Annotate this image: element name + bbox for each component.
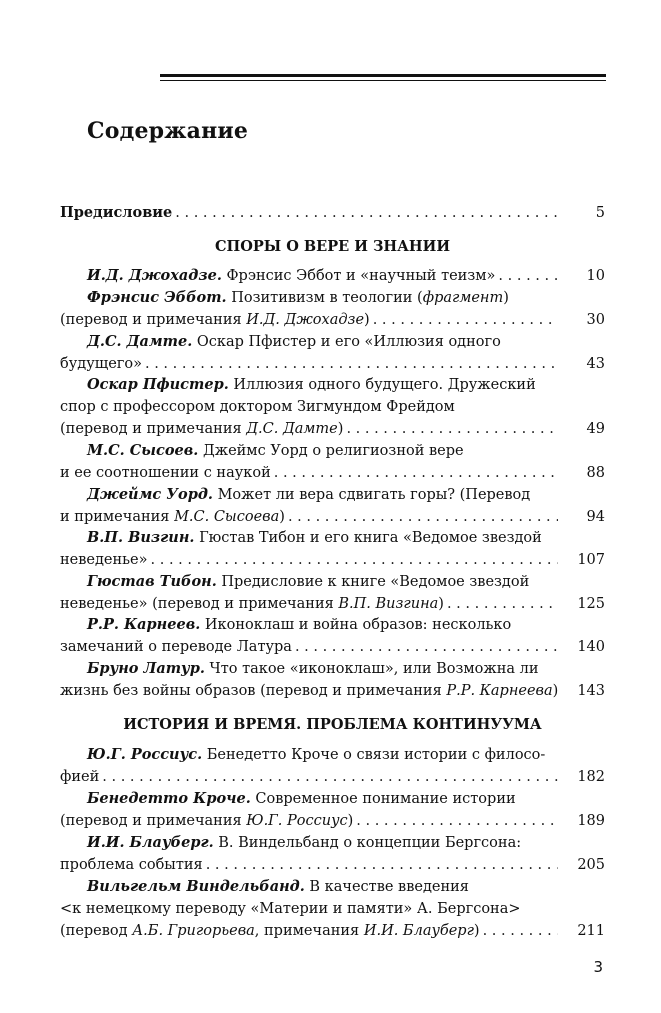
toc-entry-line2: спор с профессором доктором Зигмундом Фрейдом xyxy=(60,399,455,415)
toc-entry[interactable]: фией . . . 182 xyxy=(60,766,605,788)
toc-page-number: 107 xyxy=(577,552,605,568)
toc-entry-line1: Р.Р. Карнеев. Иконоклаш и война образов: несколько xyxy=(87,616,512,633)
toc-entry-line1: Джеймс Уорд. Может ли вера сдвигать горы? (Перевод xyxy=(87,486,531,503)
page-title: Содержание xyxy=(87,118,249,144)
toc-entry-line1: М.С. Сысоев. Джеймс Уорд о религиозной вере xyxy=(87,442,464,459)
toc-entry-line1: Фрэнсис Эббот. Позитивизм в теологии (фрагмент) xyxy=(87,289,509,306)
toc-page-number: 125 xyxy=(577,596,605,612)
toc-page-number: 140 xyxy=(577,639,605,655)
page-number: 3 xyxy=(593,958,603,976)
toc-author: Оскар Пфистер. xyxy=(87,376,229,393)
toc-page-number: 182 xyxy=(577,769,605,785)
toc-entry[interactable]: И.Д. Джохадзе. Фрэнсис Эббот и «научный теизм» . . . 10 xyxy=(60,265,605,287)
toc-author: Ю.Г. Россиус. xyxy=(87,746,203,763)
toc-entry[interactable]: жизнь без войны образов (перевод и примечания Р.Р. Карнеева) 143 xyxy=(60,680,605,702)
toc-entry-line1: Вильгельм Виндельбанд. В качестве введения xyxy=(87,878,469,895)
toc-entry-line1: Ю.Г. Россиус. Бенедетто Кроче о связи истории с филосо- xyxy=(87,746,546,763)
toc-entry[interactable]: (перевод и примечания Д.С. Дамте) . . . 49 xyxy=(60,418,605,440)
toc-preface[interactable] xyxy=(60,202,605,224)
header-rule-thin xyxy=(160,80,606,81)
toc-page-number: 143 xyxy=(577,683,605,699)
toc-entry[interactable]: неведенье» (перевод и примечания В.П. Визгина) . . . 125 xyxy=(60,593,605,615)
toc-entry[interactable]: будущего» . . . 43 xyxy=(60,353,605,375)
toc-author: Гюстав Тибон. xyxy=(87,573,217,590)
toc-page-number: 10 xyxy=(586,268,605,284)
toc-entry[interactable]: (перевод и примечания Ю.Г. Россиус) . . . 189 xyxy=(60,810,605,832)
toc-author: М.С. Сысоев. xyxy=(87,442,199,459)
toc-entry[interactable]: замечаний о переводе Латура . . . 140 xyxy=(60,636,605,658)
toc-entry[interactable]: (перевод и примечания И.Д. Джохадзе) . . . 30 xyxy=(60,309,605,331)
toc-entry-line2: <к немецкому переводу «Материи и памяти» А. Бергсона> xyxy=(60,901,521,917)
toc-author: Фрэнсис Эббот. xyxy=(87,289,227,306)
toc-page-number: 94 xyxy=(586,509,605,525)
toc-preface-label: Предисловие xyxy=(60,204,173,221)
toc-entry[interactable]: неведенье» . . . 107 xyxy=(60,549,605,571)
toc-entry-line1: Д.С. Дамте. Оскар Пфистер и его «Иллюзия одного xyxy=(87,333,501,350)
toc-entry-line1: Гюстав Тибон. Предисловие к книге «Ведомое звездой xyxy=(87,573,530,590)
toc-author: Р.Р. Карнеев. xyxy=(87,616,201,633)
toc-page-number: 30 xyxy=(586,312,605,328)
toc-author: Д.С. Дамте. xyxy=(87,333,193,350)
toc-author: И.Д. Джохадзе. xyxy=(87,267,222,284)
toc-author: Бенедетто Кроче. xyxy=(87,790,251,807)
toc-entry-line1: Бруно Латур. Что такое «иконоклаш», или Возможна ли xyxy=(87,660,539,677)
section-heading: ИСТОРИЯ И ВРЕМЯ. ПРОБЛЕМА КОНТИНУУМА xyxy=(123,716,542,733)
toc-author: И.И. Блауберг. xyxy=(87,834,214,851)
toc-entry-line1: И.И. Блауберг. В. Виндельбанд о концепции Бергсона: xyxy=(87,834,522,851)
toc-author: Бруно Латур. xyxy=(87,660,205,677)
toc-page-number: 205 xyxy=(577,857,605,873)
toc-page-number: 211 xyxy=(577,923,605,939)
toc-author: Вильгельм Виндельбанд. xyxy=(87,878,305,895)
toc-entry[interactable]: проблема события . . . 205 xyxy=(60,854,605,876)
toc-entry-line1: Бенедетто Кроче. Современное понимание истории xyxy=(87,790,516,807)
toc-author: Джеймс Уорд. xyxy=(87,486,213,503)
header-rule-thick xyxy=(160,74,606,77)
toc-page-number: 49 xyxy=(586,421,605,437)
toc-entry[interactable]: (перевод А.Б. Григорьева, примечания И.И. Блауберг) . . . 211 xyxy=(60,920,605,942)
toc-page-number: 88 xyxy=(586,465,605,481)
toc-author: В.П. Визгин. xyxy=(87,529,195,546)
toc-page-number: 43 xyxy=(586,356,605,372)
toc-entry-line1: В.П. Визгин. Гюстав Тибон и его книга «Ведомое звездой xyxy=(87,529,542,546)
section-heading: СПОРЫ О ВЕРЕ И ЗНАНИИ xyxy=(214,238,451,255)
toc-entry[interactable]: и ее соотношении с наукой . . . 88 xyxy=(60,462,605,484)
toc-entry-line1: Оскар Пфистер. Иллюзия одного будущего. Дружеский xyxy=(87,376,536,393)
toc-page-number: 5 xyxy=(595,205,605,221)
toc-page-number: 189 xyxy=(577,813,605,829)
toc-entry[interactable]: и примечания М.С. Сысоева) . . . 94 xyxy=(60,506,605,528)
